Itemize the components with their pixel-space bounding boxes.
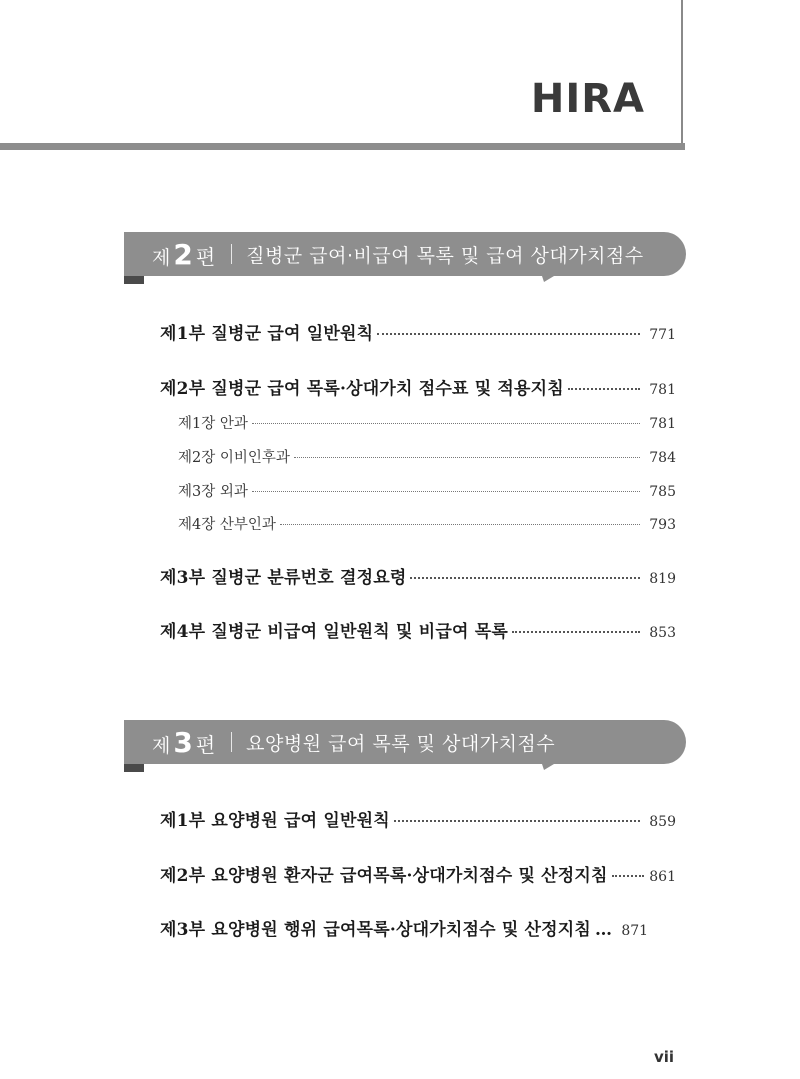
section-number-2: 제 2 편 [152, 237, 216, 271]
dot-leader [394, 820, 640, 822]
section-banner-2 [124, 232, 686, 276]
header-rule [0, 143, 685, 150]
dot-leader [294, 457, 640, 458]
toc-subentry[interactable]: 제3장 외과 785 [178, 484, 676, 500]
toc-entry[interactable]: 제1부 질병군 급여 일반원칙 771 [160, 324, 676, 344]
dot-leader [252, 423, 640, 424]
section-title-3: 요양병원 급여 목록 및 상대가치점수 [246, 732, 556, 755]
header-frame [0, 0, 683, 148]
banner-divider [231, 244, 232, 264]
ellipsis-leader: … [595, 920, 613, 940]
section-number-3: 제 3 편 [152, 725, 216, 759]
section-title-2: 질병군 급여·비급여 목록 및 급여 상대가치점수 [246, 244, 644, 267]
dot-leader [252, 491, 640, 492]
toc-entry[interactable]: 제4부 질병군 비급여 일반원칙 및 비급여 목록 853 [160, 622, 676, 642]
hira-logo: HIRA [530, 76, 645, 122]
toc-subentry[interactable]: 제2장 이비인후과 784 [178, 450, 676, 466]
dot-leader [377, 333, 640, 335]
dot-leader [280, 524, 640, 525]
section-banner-3 [124, 720, 686, 764]
toc-subentry[interactable]: 제1장 안과 781 [178, 416, 676, 432]
toc-entry[interactable]: 제3부 질병군 분류번호 결정요령 819 [160, 568, 676, 588]
banner-divider [231, 732, 232, 752]
dot-leader [568, 388, 640, 390]
dot-leader [512, 631, 640, 633]
dot-leader [612, 875, 644, 877]
toc-entry[interactable]: 제3부 요양병원 행위 급여목록·상대가치점수 및 산정지침 … 871 [160, 920, 649, 940]
toc-entry[interactable]: 제2부 요양병원 환자군 급여목록·상대가치점수 및 산정지침 861 [160, 866, 676, 886]
toc-subentry[interactable]: 제4장 산부인과 793 [178, 517, 676, 533]
toc-entry[interactable]: 제1부 요양병원 급여 일반원칙 859 [160, 811, 676, 831]
dot-leader [410, 577, 640, 579]
page-number: vii [653, 1048, 674, 1066]
toc-entry[interactable]: 제2부 질병군 급여 목록·상대가치 점수표 및 적용지침 781 [160, 379, 676, 399]
